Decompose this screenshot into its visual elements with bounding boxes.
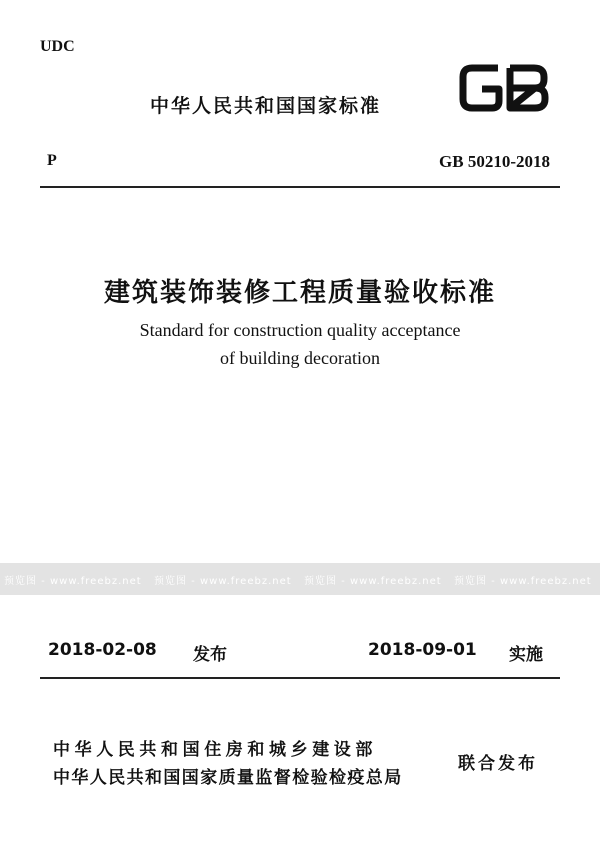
watermark-text: 预览图 - www.freebz.net: [4, 576, 142, 587]
issuer-aqsiq: 中华人民共和国国家质量监督检验检疫总局: [53, 768, 403, 788]
title-english-line2: of building decoration: [220, 348, 380, 368]
watermark-text: 预览图 - www.freebz.net: [304, 576, 442, 587]
watermark-text: 预览图 - www.freebz.net: [454, 576, 592, 587]
implement-date: 2018-09-01: [368, 640, 477, 660]
standard-type: 中华人民共和国国家标准: [150, 95, 382, 117]
watermark-text: 预览图 - www.freebz.net: [154, 576, 292, 587]
bottom-divider: [40, 677, 560, 679]
issuer-ministry-housing: 中华人民共和国住房和城乡建设部: [53, 740, 377, 760]
issue-date: 2018-02-08: [48, 640, 157, 660]
category-code: P: [47, 152, 57, 169]
top-divider: [40, 186, 560, 188]
standard-number: GB 50210-2018: [439, 152, 550, 171]
title-english-line1: Standard for construction quality acceptance: [139, 320, 461, 340]
udc-label: UDC: [40, 38, 75, 55]
gb-logo: [458, 62, 550, 114]
watermark-band: [0, 563, 600, 595]
issue-label: 发布: [193, 645, 227, 665]
title-chinese: 建筑装饰装修工程质量验收标准: [103, 278, 496, 308]
implement-label: 实施: [509, 645, 543, 665]
joint-issue-label: 联合发布: [458, 754, 538, 774]
